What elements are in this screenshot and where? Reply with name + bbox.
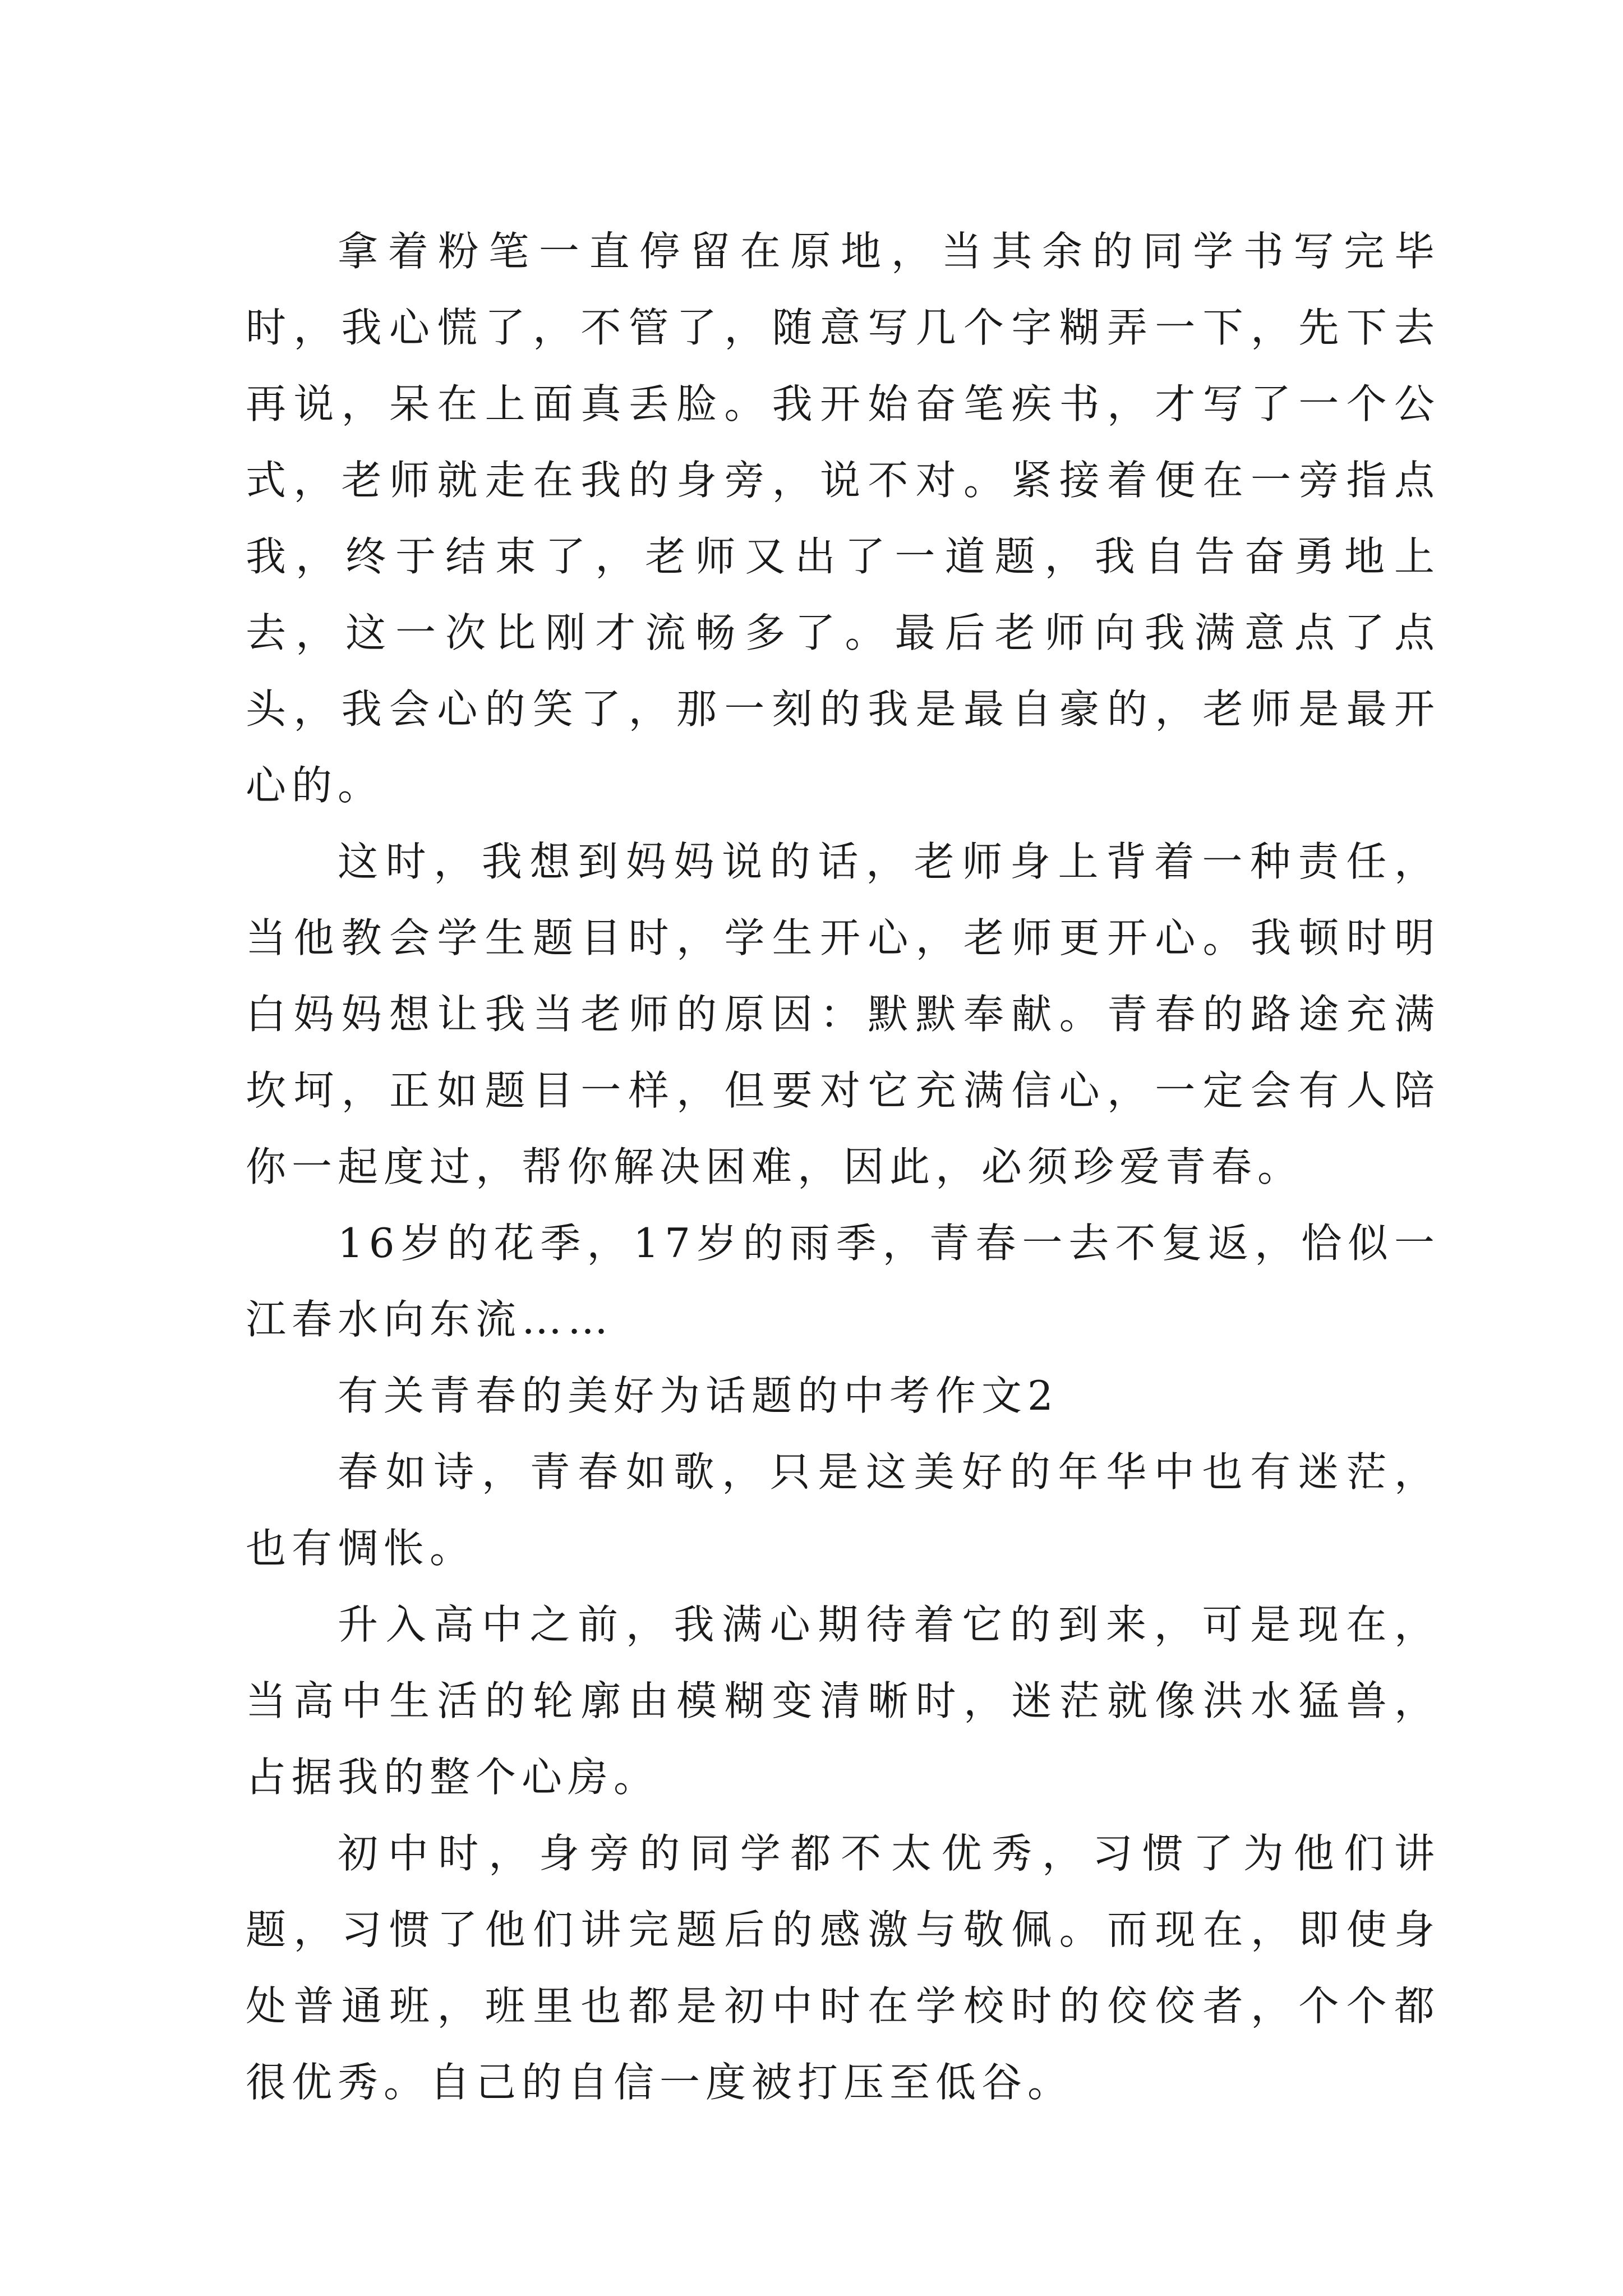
paragraph: 16岁的花季，17岁的雨季，青春一去不复返，恰似一江春水向东流…… <box>246 1220 1440 1343</box>
section-heading: 有关青春的美好为话题的中考作文2 <box>338 1372 1059 1419</box>
paragraph: 春如诗，青春如歌，只是这美好的年华中也有迷茫，也有惆怅。 <box>246 1448 1440 1572</box>
paragraph: 升入高中之前，我满心期待着它的到来，可是现在，当高中生活的轮廓由模糊变清晰时，迷茫就像洪水猛兽，占据我的整个心房。 <box>246 1601 1440 1801</box>
paragraph: 初中时，身旁的同学都不太优秀，习惯了为他们讲题，习惯了他们讲完题后的感激与敬佩。而现在，即使身处普通班，班里也都是初中时在学校时的佼佼者，个个都很优秀。自己的自信一度被打压至低谷。 <box>246 1830 1440 2106</box>
paragraph: 拿着粉笔一直停留在原地，当其余的同学书写完毕时，我心慌了，不管了，随意写几个字糊弄一下，先下去再说，呆在上面真丢脸。我开始奋笔疾书，才写了一个公式，老师就走在我的身旁，说不对。紧接着便在一旁指点我，终于结束了，老师又出了一道题，我自告奋勇地上去，这一次比刚才流畅多了。最后老师向我满意点了点头，我会心的笑了，那一刻的我是最自豪的，老师是最开心的。 <box>246 228 1440 809</box>
document-body <box>246 213 1440 2120</box>
paragraph: 这时，我想到妈妈说的话，老师身上背着一种责任，当他教会学生题目时，学生开心，老师更开心。我顿时明白妈妈想让我当老师的原因：默默奉献。青春的路途充满坎坷，正如题目一样，但要对它充满信心，一定会有人陪你一起度过，帮你解决困难，因此，必须珍爱青春。 <box>246 838 1440 1190</box>
